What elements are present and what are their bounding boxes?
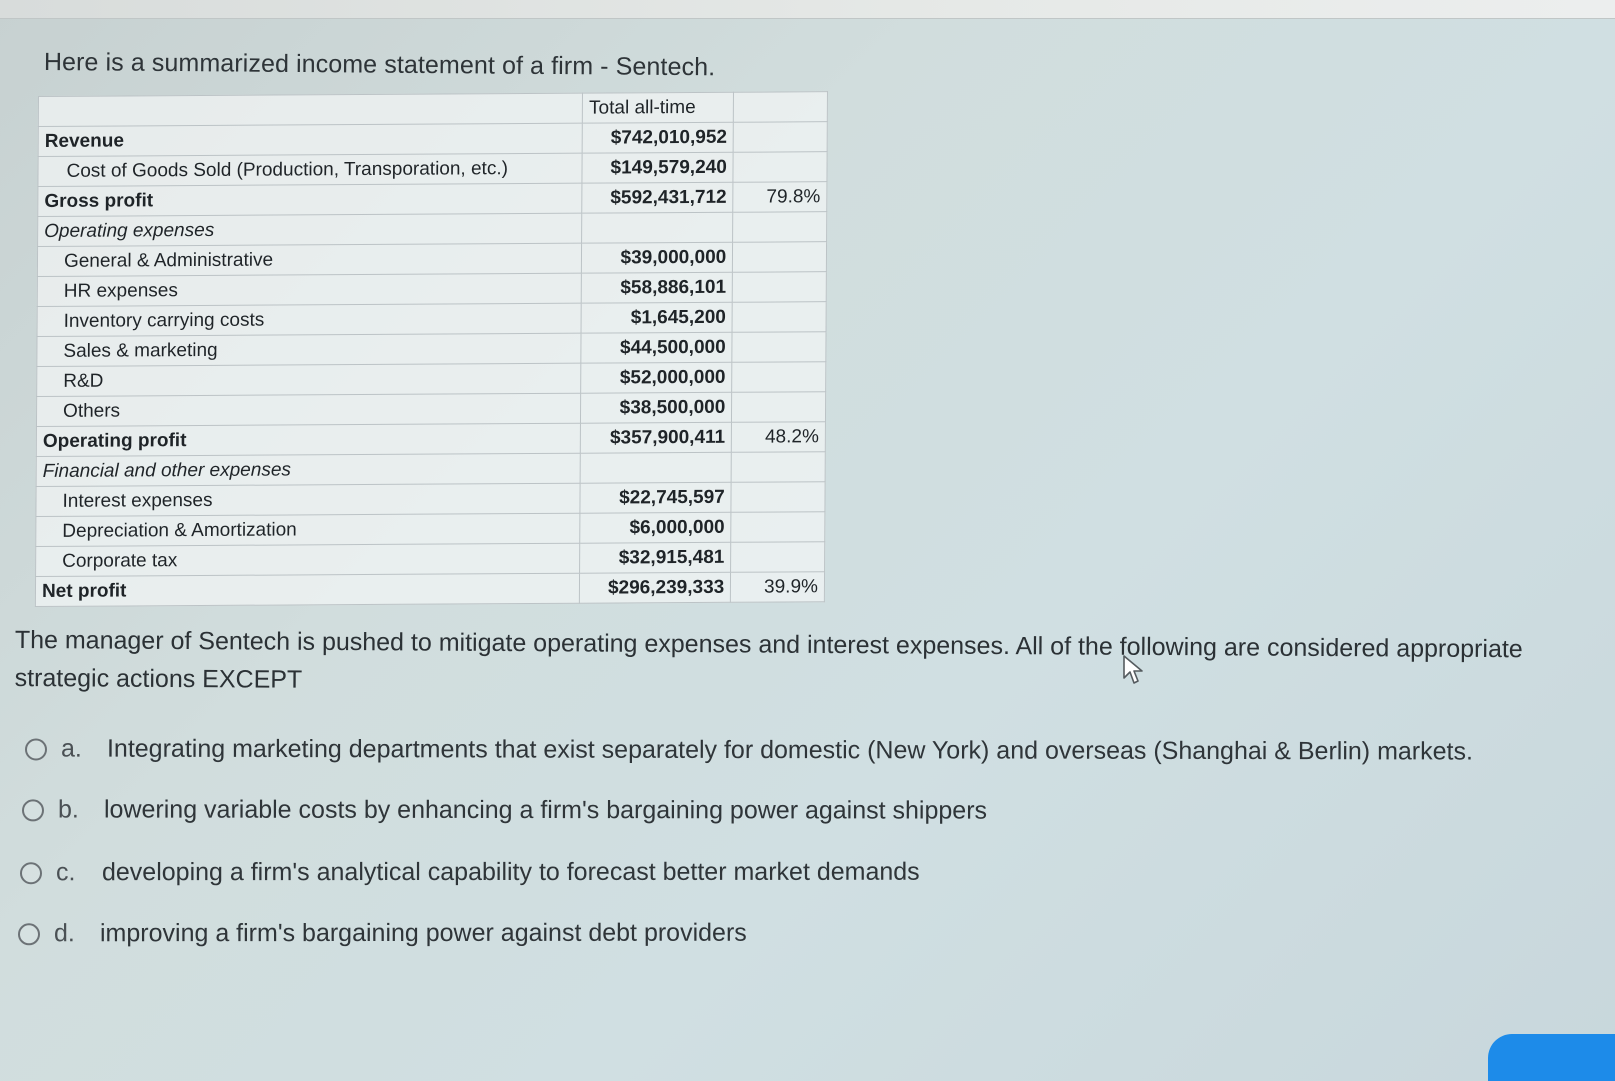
blue-action-button-corner[interactable] <box>1488 1034 1615 1081</box>
row-value-interest-expenses: $22,745,597 <box>580 482 731 513</box>
row-label-sales-marketing: Sales & marketing <box>37 333 581 366</box>
row-label-general-administrative: General & Administrative <box>37 243 581 276</box>
row-value-depreciation-amortization: $6,000,000 <box>580 512 731 543</box>
row-percent-others <box>732 392 826 423</box>
row-value-cost-of-goods-sold: $149,579,240 <box>582 152 733 183</box>
income-statement-table-container <box>35 91 828 607</box>
radio-button-icon[interactable] <box>20 862 42 884</box>
table-row <box>36 392 825 427</box>
answer-text-b: lowering variable costs by enhancing a firm's bargaining power against shippers <box>103 795 988 825</box>
answer-option-d[interactable] <box>18 919 747 949</box>
row-value-hr-expenses: $58,886,101 <box>581 272 732 303</box>
row-percent-operating-expenses <box>733 212 827 243</box>
row-label-inventory-carrying-costs: Inventory carrying costs <box>37 303 581 336</box>
table-row <box>36 512 825 547</box>
table-header-row <box>38 92 827 127</box>
row-percent-cost-of-goods-sold <box>733 152 827 183</box>
total-all-time-header: Total all-time <box>582 92 733 123</box>
row-value-financial-other-expenses <box>580 452 731 483</box>
row-value-others: $38,500,000 <box>581 392 732 423</box>
table-row <box>38 182 827 217</box>
row-label-depreciation-amortization: Depreciation & Amortization <box>36 513 580 546</box>
row-percent-rd <box>732 362 826 393</box>
row-value-general-administrative: $39,000,000 <box>582 242 733 273</box>
table-row <box>37 362 826 397</box>
table-row <box>36 422 825 457</box>
table-row <box>38 212 827 247</box>
row-value-gross-profit: $592,431,712 <box>582 182 733 213</box>
row-label-hr-expenses: HR expenses <box>37 273 581 306</box>
table-row <box>38 122 827 157</box>
row-label-financial-other-expenses: Financial and other expenses <box>36 453 580 486</box>
row-value-operating-profit: $357,900,411 <box>580 422 731 453</box>
row-value-corporate-tax: $32,915,481 <box>580 542 731 573</box>
income-statement-table <box>35 91 828 607</box>
answer-option-b[interactable] <box>22 795 987 825</box>
row-percent-operating-profit: 48.2% <box>732 422 826 453</box>
answer-letter-b: b. <box>57 795 79 824</box>
answer-letter-d: d. <box>53 919 75 948</box>
row-label-others: Others <box>36 393 580 426</box>
radio-button-icon[interactable] <box>18 923 40 945</box>
row-label-interest-expenses: Interest expenses <box>36 483 580 516</box>
row-percent-depreciation-amortization <box>731 512 825 543</box>
row-percent-corporate-tax <box>731 542 825 573</box>
row-value-operating-expenses <box>582 212 733 243</box>
row-percent-gross-profit: 79.8% <box>733 182 827 213</box>
table-row <box>36 452 825 487</box>
table-row <box>36 542 825 577</box>
answer-text-d: improving a firm's bargaining power against debt providers <box>99 918 747 948</box>
table-row <box>37 272 826 307</box>
row-label-net-profit: Net profit <box>35 573 579 606</box>
row-percent-sales-marketing <box>732 332 826 363</box>
row-label-operating-expenses: Operating expenses <box>38 213 582 246</box>
income-statement-intro: Here is a summarized income statement of a firm - Sentech. <box>43 48 716 82</box>
table-row <box>36 482 825 517</box>
table-row <box>37 242 826 277</box>
row-value-sales-marketing: $44,500,000 <box>581 332 732 363</box>
row-percent-inventory-carrying-costs <box>732 302 826 333</box>
row-label-operating-profit: Operating profit <box>36 423 580 456</box>
table-row <box>37 332 826 367</box>
row-value-inventory-carrying-costs: $1,645,200 <box>581 302 732 333</box>
answer-letter-a: a. <box>60 734 82 763</box>
quiz-question-card <box>0 18 1615 1081</box>
row-label-corporate-tax: Corporate tax <box>36 543 580 576</box>
percentage-header-empty-cell <box>734 92 828 123</box>
table-row <box>35 572 824 607</box>
table-row <box>38 152 827 187</box>
question-prompt: The manager of Sentech is pushed to mitigate operating expenses and interest expenses. All of the following are considered appropriate strategic actions EXCEPT <box>14 625 1523 694</box>
answer-option-a[interactable] <box>25 734 1473 766</box>
row-percent-revenue <box>733 122 827 153</box>
row-label-rd: R&D <box>37 363 581 396</box>
answer-text-c: developing a firm's analytical capability to forecast better market demands <box>101 857 920 887</box>
mouse-pointer-icon <box>1122 655 1144 685</box>
row-value-net-profit: $296,239,333 <box>580 572 731 603</box>
row-label-cost-of-goods-sold: Cost of Goods Sold (Production, Transporation, etc.) <box>38 153 582 186</box>
radio-button-icon[interactable] <box>22 799 44 821</box>
row-value-rd: $52,000,000 <box>581 362 732 393</box>
row-percent-net-profit: 39.9% <box>731 572 825 603</box>
row-label-revenue: Revenue <box>38 123 582 156</box>
row-percent-general-administrative <box>733 242 827 273</box>
table-header-empty-cell <box>38 93 582 126</box>
row-label-gross-profit: Gross profit <box>38 183 582 216</box>
row-percent-hr-expenses <box>732 272 826 303</box>
row-percent-financial-other-expenses <box>731 452 825 483</box>
row-value-revenue: $742,010,952 <box>582 122 733 153</box>
browser-top-strip <box>0 0 1615 19</box>
radio-button-icon[interactable] <box>25 738 47 760</box>
answer-text-a: Integrating marketing departments that exist separately for domestic (New York) and overseas (Shanghai & Berlin) markets. <box>106 734 1473 766</box>
row-percent-interest-expenses <box>731 482 825 513</box>
table-row <box>37 302 826 337</box>
answer-option-c[interactable] <box>20 858 920 887</box>
answer-letter-c: c. <box>55 858 76 887</box>
